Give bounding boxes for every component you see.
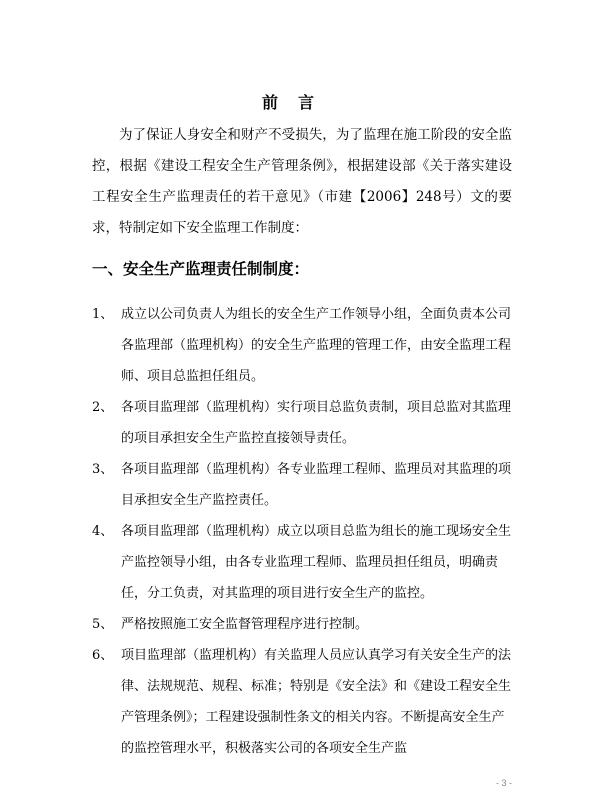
item-text: 项目监理部（监理机构）有关监理人员应认真学习有关安全生产的法律、法规规范、规程、标准；特别是《安全法》和《建设工程安全生产管理条例》；工程建设强制性条文的相关内容。不断提高安全生产的监控管理水平，积极落实公司的各项安全生产监: [121, 648, 512, 756]
item-text: 各项目监理部（监理机构）各专业监理工程师、监理员对其监理的项目承担安全生产监控责任。: [121, 462, 512, 508]
intro-text: 为了保证人身安全和财产不受损失，为了监理在施工阶段的安全监控，根据《建设工程安全生产管理条例》，根据建设部《关于落实建设工程安全生产监理责任的若干意见》（市建【2006】248号）文的要求，特制定如下安全监理工作制度：: [92, 127, 512, 236]
list-item: [92, 640, 512, 764]
item-number: 4、: [92, 524, 114, 539]
page-number: - 3 -: [495, 778, 512, 788]
list-item: [92, 516, 512, 609]
list-item: [92, 609, 512, 640]
list-item: [92, 299, 512, 392]
item-text: 成立以公司负责人为组长的安全生产工作领导小组，全面负责本公司各监理部（监理机构）的安全生产监理的管理工作，由安全监理工程师、项目总监担任组员。: [121, 307, 512, 384]
item-text: 各项目监理部（监理机构）实行项目总监负责制，项目总监对其监理的项目承担安全生产监控直接领导责任。: [121, 400, 512, 446]
list-item: [92, 392, 512, 454]
page-title: 前言: [261, 93, 334, 112]
item-number: 5、: [92, 617, 114, 632]
item-number: 6、: [92, 648, 114, 663]
item-text: 严格按照施工安全监督管理程序进行控制。: [121, 617, 369, 632]
item-number: 1、: [92, 307, 114, 322]
section-heading: 一、安全生产监理责任制制度：: [92, 259, 310, 278]
item-number: 3、: [92, 462, 114, 477]
list-item: [92, 454, 512, 516]
item-number: 2、: [92, 400, 114, 415]
item-text: 各项目监理部（监理机构）成立以项目总监为组长的施工现场安全生产监控领导小组，由各专业监理工程师、监理员担任组员，明确责任，分工负责，对其监理的项目进行安全生产的监控。: [121, 524, 512, 601]
intro-paragraph: [92, 120, 512, 244]
